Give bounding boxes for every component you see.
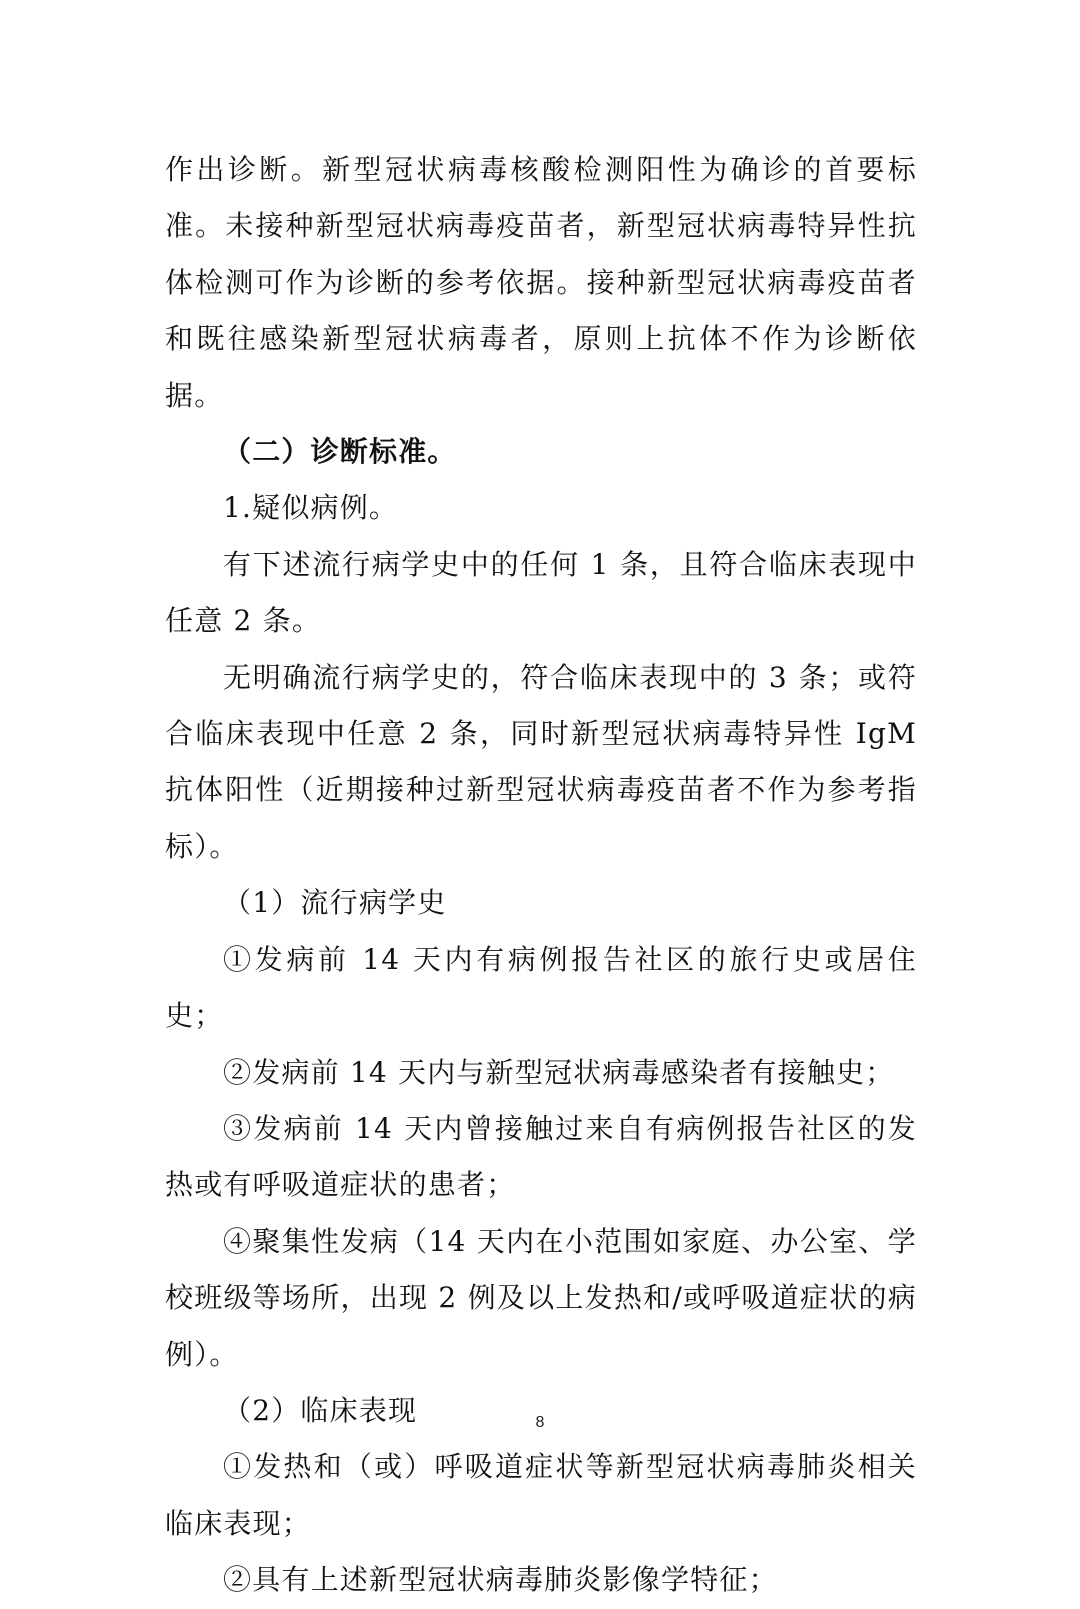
list-item-epi-1: ①发病前 14 天内有病例报告社区的旅行史或居住史； [165,942,917,1033]
paragraph-diagnosis-intro: 作出诊断。新型冠状病毒核酸检测阳性为确诊的首要标准。未接种新型冠状病毒疫苗者，新型冠状病毒特异性抗体检测可作为诊断的参考依据。接种新型冠状病毒疫苗者和既往感染新型冠状病毒者，原则上抗体不作为诊断依据。 [165,153,917,412]
section-heading-diagnostic-criteria: （二）诊断标准。 [223,435,457,469]
document-body [165,142,917,1609]
subheading-suspected-cases: 1.疑似病例。 [223,491,399,525]
list-item-epi-2: ②发病前 14 天内与新型冠状病毒感染者有接触史； [223,1055,895,1089]
list-item-epi-4: ④聚集性发病（14 天内在小范围如家庭、办公室、学校班级等场所，出现 2 例及以上发热和/或呼吸道症状的病例）。 [165,1224,917,1371]
paragraph-suspected-criteria-2: 无明确流行病学史的，符合临床表现中的 3 条；或符合临床表现中任意 2 条，同时新型冠状病毒特异性 IgM 抗体阳性（近期接种过新型冠状病毒疫苗者不作为参考指标）。 [165,660,917,863]
list-item-clinical-1: ①发热和（或）呼吸道症状等新型冠状病毒肺炎相关临床表现； [165,1450,917,1540]
list-item-clinical-2: ②具有上述新型冠状病毒肺炎影像学特征； [223,1563,778,1597]
list-item-epi-3: ③发病前 14 天内曾接触过来自有病例报告社区的发热或有呼吸道症状的患者； [165,1111,917,1202]
subheading-epidemiological-history: （1）流行病学史 [223,886,447,920]
page-number: 8 [535,1414,545,1431]
paragraph-suspected-criteria-1: 有下述流行病学史中的任何 1 条，且符合临床表现中任意 2 条。 [165,547,917,638]
subheading-clinical-manifestations: （2）临床表现 [223,1393,418,1427]
